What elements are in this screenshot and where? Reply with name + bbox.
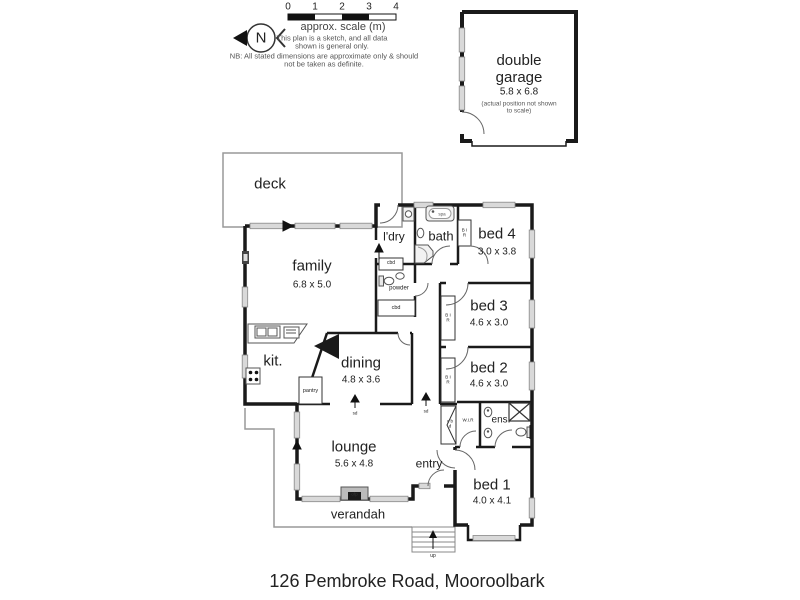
bir-label-bed3: B I R bbox=[445, 312, 451, 322]
ofp-label: ofp bbox=[351, 490, 358, 496]
room-label-bed4: bed 4 bbox=[478, 225, 516, 243]
scale-tick-2: 2 bbox=[339, 1, 345, 13]
cbd-label-hall: cbd bbox=[391, 304, 401, 311]
garage-side-door-arc bbox=[462, 112, 484, 134]
laundry-trough bbox=[403, 207, 414, 221]
cbd-label-entry: c b d bbox=[446, 418, 453, 428]
room-label-entry: entry bbox=[415, 456, 443, 471]
front-steps bbox=[412, 527, 455, 552]
sketch-note: This plan is a sketch, and all data shown is general only. bbox=[276, 33, 388, 51]
scale-tick-4: 4 bbox=[393, 1, 399, 13]
nb-note: NB: All stated dimensions are approximate only & should not be taken as definite. bbox=[229, 51, 419, 69]
garage-note: (actual position not shown to scale) bbox=[481, 100, 557, 115]
room-label-lounge: lounge bbox=[331, 438, 377, 456]
room-label-ensuite: ens. bbox=[491, 414, 511, 426]
powder-fixtures bbox=[379, 273, 404, 286]
cbd-label-laundry: cbd bbox=[386, 260, 396, 267]
scale-tick-1: 1 bbox=[312, 1, 318, 13]
room-label-bed2: bed 2 bbox=[470, 359, 508, 377]
bay-window bbox=[468, 525, 520, 541]
room-label-pantry: pantry bbox=[302, 387, 319, 394]
room-label-kitchen: kit. bbox=[263, 352, 283, 370]
up-label-steps: up bbox=[430, 553, 436, 560]
room-label-garage: double garage bbox=[495, 52, 543, 86]
room-label-family: family bbox=[292, 257, 332, 275]
scale-bar bbox=[288, 14, 396, 20]
bir-label-bed4: B I R bbox=[461, 227, 468, 237]
room-dims-bed2: 4.6 x 3.0 bbox=[469, 378, 509, 390]
room-dims-dining: 4.8 x 3.6 bbox=[341, 374, 381, 386]
room-label-wir: W.I.R bbox=[462, 417, 474, 423]
room-dims-family: 6.8 x 5.0 bbox=[292, 279, 332, 291]
garage-windows bbox=[459, 28, 465, 110]
room-label-powder: powder bbox=[389, 285, 409, 292]
address-title: 126 Pembroke Road, Mooroolbark bbox=[269, 570, 545, 591]
verandah-outline bbox=[245, 408, 412, 527]
room-dims-lounge: 5.6 x 4.8 bbox=[334, 458, 374, 470]
room-dims-bed1: 4.0 x 4.1 bbox=[472, 495, 512, 507]
room-label-bath: bath bbox=[428, 228, 454, 244]
room-label-dining: dining bbox=[340, 354, 382, 372]
room-label-verandah: verandah bbox=[330, 506, 386, 522]
north-label: N bbox=[255, 29, 267, 47]
room-dims-garage: 5.8 x 6.8 bbox=[499, 86, 539, 98]
sd-label-hall: sd bbox=[423, 408, 429, 414]
room-label-bed3: bed 3 bbox=[470, 297, 508, 315]
bir-label-bed2: B I R bbox=[445, 374, 451, 384]
room-label-bed1: bed 1 bbox=[473, 476, 511, 494]
spa-label: spa bbox=[438, 210, 446, 216]
room-label-deck: deck bbox=[254, 175, 286, 193]
room-dims-bed4: 3.0 x 3.8 bbox=[477, 246, 517, 258]
sd-label-dining: sd bbox=[352, 410, 358, 416]
garage-door bbox=[472, 141, 566, 146]
scale-caption: approx. scale (m) bbox=[300, 20, 386, 33]
room-label-laundry: l'dry bbox=[383, 229, 405, 244]
scale-tick-0: 0 bbox=[285, 1, 291, 13]
scale-tick-3: 3 bbox=[366, 1, 372, 13]
room-dims-bed3: 4.6 x 3.0 bbox=[469, 317, 509, 329]
heater-unit bbox=[242, 251, 249, 264]
